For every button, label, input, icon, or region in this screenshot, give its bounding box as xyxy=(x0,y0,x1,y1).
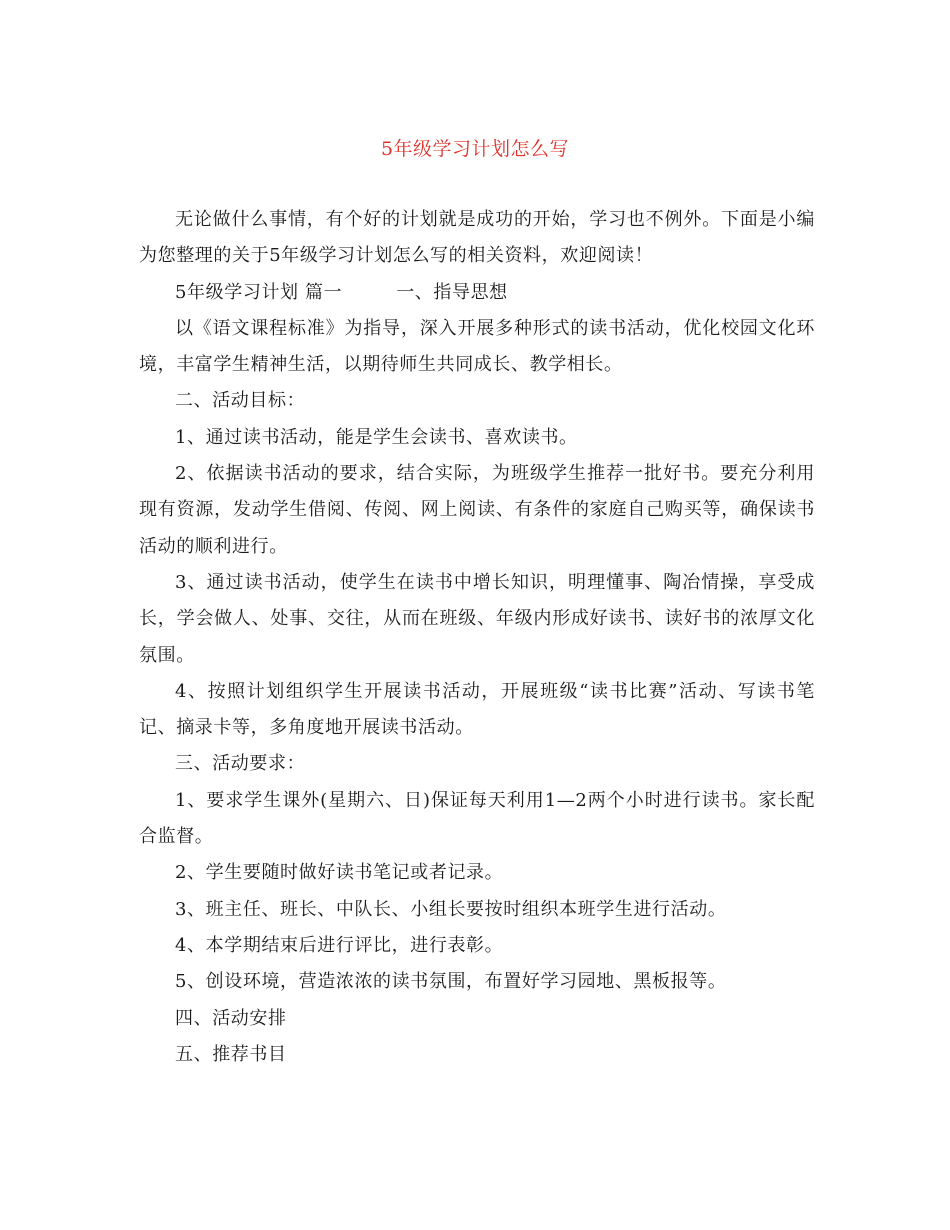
goals-heading: 二、活动目标： xyxy=(175,390,306,412)
document-body xyxy=(139,202,815,1073)
goal-item-2: 2、依据读书活动的要求，结合实际，为班级学生推荐一批好书。要充分利用现有资源，发动学生借阅、传阅、网上阅读、有条件的家庭自己购买等，确保读书活动的顺利进行。 xyxy=(139,463,815,557)
requirement-item-3: 3、班主任、班长、中队长、小组长要按时组织本班学生进行活动。 xyxy=(175,898,727,920)
requirements-heading: 三、活动要求： xyxy=(175,753,306,775)
section-heading xyxy=(139,275,815,311)
requirement-item-1: 1、要求学生课外(星期六、日)保证每天利用1—2两个小时进行读书。家长配合监督。 xyxy=(139,789,815,848)
guiding-ideas-paragraph: 以《语文课程标准》为指导，深入开展多种形式的读书活动，优化校园文化环境，丰富学生精神生活，以期待师生共同成长、教学相长。 xyxy=(139,317,815,376)
requirement-item-4: 4、本学期结束后进行评比，进行表彰。 xyxy=(175,934,504,956)
section-heading-part-b: 一、指导思想 xyxy=(396,281,508,303)
goal-item-3: 3、通过读书活动，使学生在读书中增长知识，明理懂事、陶冶情操，享受成长，学会做人、处事、交往，从而在班级、年级内形成好读书、读好书的浓厚文化氛围。 xyxy=(139,571,815,666)
goal-item-1: 1、通过读书活动，能是学生会读书、喜欢读书。 xyxy=(175,426,578,448)
schedule-heading: 四、活动安排 xyxy=(175,1007,287,1029)
requirement-item-2: 2、学生要随时做好读书笔记或者记录。 xyxy=(175,862,504,884)
requirement-item-5: 5、创设环境，营造浓浓的读书氛围，布置好学习园地、黑板报等。 xyxy=(175,971,727,993)
document-title: 5年级学习计划怎么写 xyxy=(380,138,570,160)
booklist-heading: 五、推荐书目 xyxy=(175,1043,287,1065)
section-heading-part-a: 5年级学习计划 篇一 xyxy=(175,281,343,303)
goal-item-4: 4、按照计划组织学生开展读书活动，开展班级“读书比赛”活动、写读书笔记、摘录卡等，多角度地开展读书活动。 xyxy=(139,680,815,739)
intro-paragraph: 无论做什么事情，有个好的计划就是成功的开始，学习也不例外。下面是小编为您整理的关于5年级学习计划怎么写的相关资料，欢迎阅读！ xyxy=(139,209,815,267)
